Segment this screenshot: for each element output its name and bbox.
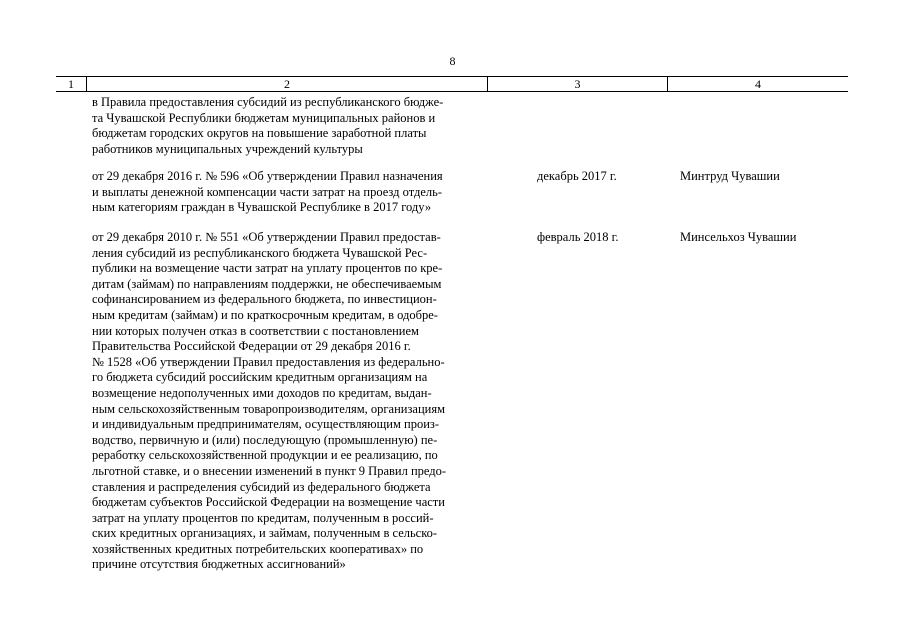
text-line: водство, первичную и (или) последующую (промышленную) пе-: [92, 432, 438, 447]
text-line: и выплаты денежной компенсации части затрат на проезд отдель-: [92, 184, 443, 199]
text-line: ным кредитам (займам) и по краткосрочным кредитам, в одобре-: [92, 307, 438, 322]
text-line: ских кредитных организациях, и займам, полученным в сельско-: [92, 526, 438, 541]
document-description: [92, 230, 490, 573]
page-number: 8: [449, 54, 456, 68]
deadline: февраль 2018 г.: [537, 230, 619, 244]
text-line: Правительства Российской Федерации от 29 декабря 2016 г.: [92, 339, 411, 354]
text-line: от 29 декабря 2010 г. № 551 «Об утверждении Правил предостав-: [92, 230, 441, 244]
responsible-executor: Минтруд Чувашии: [680, 169, 780, 183]
text-line: от 29 декабря 2016 г. № 596 «Об утверждении Правил назначения: [92, 169, 443, 183]
text-line: № 1528 «Об утверждении Правил предоставления из федерально-: [92, 354, 445, 369]
text-line: в Правила предоставления субсидий из республиканского бюдже-: [92, 95, 444, 109]
text-line: ления субсидий из республиканского бюджета Чувашской Рес-: [92, 245, 428, 260]
text-line: возмещение недополученных ими доходов по кредитам, выдан-: [92, 385, 432, 400]
text-line: публики на возмещение части затрат на уплату процентов по кре-: [92, 261, 443, 276]
text-line: ставления и распределения субсидий из федерального бюджета: [92, 479, 431, 494]
table-header-row: [56, 76, 848, 92]
text-line: хозяйственных кредитных потребительских кооперативах» по: [92, 541, 424, 556]
responsible-executor: Минсельхоз Чувашии: [680, 230, 797, 244]
text-line: нии которых получен отказ в соответствии с постановлением: [92, 323, 419, 338]
text-line: и индивидуальным предпринимателям, осуществляющим произ-: [92, 417, 439, 432]
column-header-2: 2: [87, 77, 488, 91]
column-header-3: 3: [488, 77, 668, 91]
document-description: [92, 169, 490, 216]
text-line: ным категориям граждан в Чувашской Республике в 2017 году»: [92, 200, 432, 215]
text-line: та Чувашской Республики бюджетам муниципальных районов и: [92, 110, 436, 125]
text-line: затрат на уплату процентов по кредитам, полученным в россий-: [92, 510, 434, 525]
text-line: го бюджета субсидий российским кредитным организациям на: [92, 370, 428, 385]
text-line: бюджетам городских округов на повышение заработной платы: [92, 126, 427, 141]
text-line: причине отсутствия бюджетных ассигнований»: [92, 557, 346, 572]
column-header-1: 1: [56, 77, 87, 91]
text-line: ным сельскохозяйственным товаропроизводителям, организациям: [92, 401, 445, 416]
text-line: работников муниципальных учреждений культуры: [92, 141, 363, 156]
text-line: льготной ставке, и о внесении изменений в пункт 9 Правил предо-: [92, 463, 447, 478]
column-header-4: 4: [755, 77, 761, 91]
text-line: реработку сельскохозяйственной продукции и ее реализацию, по: [92, 448, 438, 463]
document-description: [92, 95, 490, 157]
text-line: софинансированием из федерального бюджета, по инвестицион-: [92, 292, 437, 307]
deadline: декабрь 2017 г.: [537, 169, 617, 183]
text-line: дитам (займам) по направлениям поддержки, не обеспечиваемым: [92, 276, 442, 291]
text-line: бюджетам субъектов Российской Федерации на возмещение части: [92, 495, 445, 510]
